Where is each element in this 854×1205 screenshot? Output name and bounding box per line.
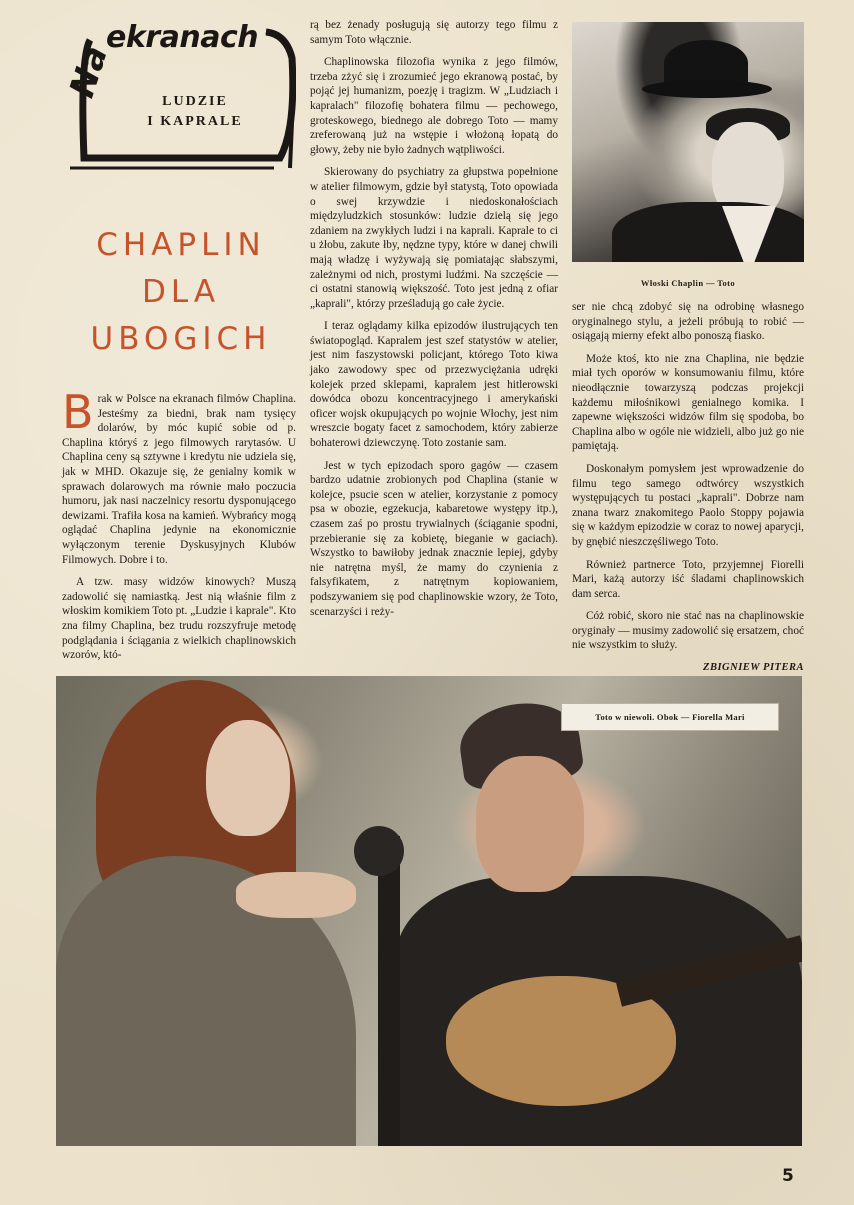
section-word-ekranach: ekranach [106,20,259,55]
photo-bedpost-knob [354,826,404,876]
photo-film-still [56,676,802,1146]
photo-man-face [476,756,584,892]
section-subtitle [140,92,250,132]
photo-caption-bottom: Toto w niewoli. Obok — Fiorella Mari [561,703,779,731]
paragraph: Chaplinowska filozofia wynika z jego filmów, trzeba zżyć się i zrozumieć jego ekranową postać, by pojąć jej humanizm, poezję i tragizm. W „Ludziach i kapralach" filozofię bohatera filmu — pechowego, groteskowego, biednego ale dobrego Toto — mamy zreferowaną już na wstępie i włożoną łopatą do głowy, żeby nie było żadnych wątpliwości. [310,56,558,156]
photo-toto-portrait [572,22,804,262]
headline-line1: CHAPLIN [96,227,266,263]
section-subtitle-line2: I KAPRALE [147,114,243,129]
paragraph: A tzw. masy widzów kinowych? Muszą zadowolić się namiastką. Jest nią właśnie film z włoskim komikiem Toto pt. „Ludzie i kaprale". Kto zna filmy Chaplina, bez trudu rozszyfruje metodę podglądania i ściągania z wielkich chaplinowskich wzorów, któ- [62,576,296,662]
photo-woman-face [206,720,290,836]
paragraph: Skierowany do psychiatry za głupstwa popełnione w atelier filmowym, gdzie był statystą, Toto opowiada o swej krzywdzie i niedoskonałościach międzyludzkich stosunków: ludzie dzielą się jego zdaniem na zwykłych ludzi i na kaprali. Kaprale to ci u żłobu, zakute łby, nędzne typy, które w danej chwili mają władzę i wyżywają się pomiatając słabszymi, zależnymi od nich, prostymi ludźmi. Na szczęście — ci ostatni stanowią większość. Toto jest jedną z ofiar „kaprali", którzy prześladują go całe życie. [310,166,558,310]
photo-hands [236,872,356,918]
section-logo [60,18,296,176]
photo-hat-brim [642,80,772,98]
section-word-na: Na [62,41,116,103]
paragraph: Doskonałym pomysłem jest wprowadzenie do filmu tego samego odtwórcy wszystkich występujących tu postaci „kaprali". Dobrze nam znana twarz znakomitego Paolo Stoppy pojawia się w każdym epizodzie w coraz to nowej aparycji, by gnębić nieszczęśliwego Toto. [572,462,804,548]
headline-line2: DLA [141,274,221,310]
paragraph: Jest w tych epizodach sporo gagów — czasem bardzo udatnie zrobionych pod Chaplina (stanie w kolejce, psucie scen w atelier, korzystanie z pomocy psa w obozie, egzekucja, kabaretowe występy itp.), czasem zaś po prostu trywialnych (ściąganie spodni, przebieranie się za kobietę, bieganie w gaciach). Wszystko to bawiłoby jednak znacznie lepiej, gdyby nie natrętna myśl, że mamy do czynienia z falsyfikatem, z natrętnym kopiowaniem, podszywaniem się pod chaplinowskie wzory, że Toto, scenarzyści i reży- [310,459,558,618]
paragraph: Cóż robić, skoro nie stać nas na chaplinowskie oryginały — musimy zadowolić się ersatzem, choć nie wszystkim to służy. [572,610,804,652]
article-column-3 [572,300,804,676]
paragraph: rą bez żenady posługują się autorzy tego filmu z samym Toto włącznie. [310,19,558,46]
paragraph: ser nie chcą zdobyć się na odrobinę własnego oryginalnego stylu, a jeżeli próbują to robić — osiągają mierny efekt albo ponoszą fiasko. [572,301,804,343]
paragraph-text: rak w Polsce na ekranach filmów Chaplina. Jesteśmy za biedni, brak nam tysięcy dolarów, by móc kupić sobie od p. Chaplina któryś z jego filmowych rarytasów. U Chaplina ceny są sztywne i kredytu nie udziela się, jak w MHD. Okazuje się, że genialny komik w sprawach dolarowych ma równie mało poczucia humoru, jak nasi naczelnicy resortu dysponującego dewizami. Trafiła kosa na kamień. Wybrańcy mogą oglądać Chaplina jedynie na ekonomicznie wyłączonym terenie Dyskusyjnych Klubów Filmowych. Dobre i to. [62,393,296,566]
photo-suit [612,202,804,262]
paragraph: Również partnerce Toto, przyjemnej Fiorelli Mari, każą autorzy iść śladami chaplinowskich dam serca. [572,558,804,600]
section-subtitle-line1: LUDZIE [162,94,228,109]
photo-bedpost [378,836,400,1146]
photo-caption-top: Włoski Chaplin — Toto [640,278,736,288]
headline-line3: UBOGICH [90,321,272,357]
page-number: 5 [782,1166,794,1186]
paragraph: I teraz oglądamy kilka epizodów ilustrujących ten światopogląd. Kapralem jest szef statystów w atelier, jest nim faszystowski policjant, którego Toto kiwa jako zawodowy spec od przezwyciężania udręki kolejek przed sklepami, kapralem jest hitlerowski dowódca obozu koncentracyjnego i amerykański oficer wojsk okupujących po wojnie Włochy, jest nim wreszcie bogaty facet z samochodem, który zabierze bohaterowi dziewczynę. Toto zostanie sam. [310,320,558,450]
drop-cap: B [62,385,94,439]
paragraph: Może ktoś, kto nie zna Chaplina, nie będzie miał tych oporów w konsumowaniu filmu, które nieodłącznie towarzyszą podczas projekcji każdemu miłośnikowi genialnego komika. I zapewne większości widzów film się spodoba, bo Chaplina albo w ogóle nie widzieli, albo już go nie pamiętają. [572,352,804,453]
author-signature: ZBIGNIEW PITERA [703,662,804,674]
article-headline [56,222,306,363]
paragraph [62,385,296,567]
article-column-2 [310,18,558,627]
article-column-1 [62,385,296,671]
